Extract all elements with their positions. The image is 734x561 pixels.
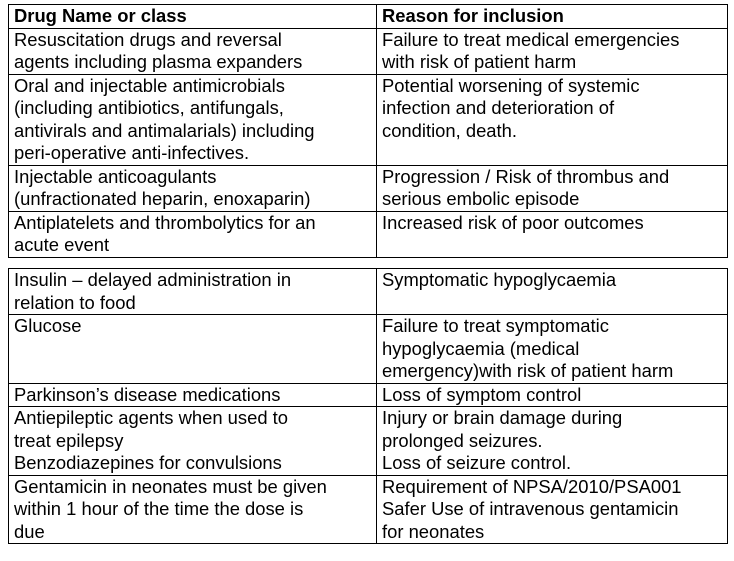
reason-cell-line: Failure to treat symptomatic (382, 315, 609, 336)
drug-cell-line: Parkinson’s disease medications (14, 383, 281, 405)
reason-cell (377, 211, 728, 257)
drug-cell-line: peri-operative anti-infectives. (14, 142, 250, 163)
header-drug-name: Drug Name or class (9, 5, 377, 29)
reason-cell-line: Loss of symptom control (382, 383, 582, 405)
drug-cell-line: agents including plasma expanders (14, 51, 303, 72)
drug-cell-line: relation to food (14, 291, 136, 313)
reason-cell (377, 383, 728, 407)
table-row (9, 383, 728, 407)
drug-cell (9, 475, 377, 544)
drug-cell (9, 74, 377, 165)
reason-cell (377, 475, 728, 544)
drug-cell-line: Glucose (14, 315, 82, 336)
reason-cell-line: serious embolic episode (382, 188, 580, 209)
reason-cell-line: Progression / Risk of thrombus and (382, 165, 670, 187)
table-header-row (9, 5, 728, 29)
drug-table-top (8, 4, 728, 258)
drug-cell-line: Benzodiazepines for convulsions (14, 452, 282, 473)
table-row (9, 211, 728, 257)
drug-cell (9, 28, 377, 74)
drug-cell-line: antivirals and antimalarials) including (14, 119, 315, 141)
reason-cell-line: Symptomatic hypoglycaemia (382, 269, 617, 290)
drug-cell-line: due (14, 520, 45, 542)
drug-cell (9, 269, 377, 315)
reason-cell (377, 74, 728, 165)
drug-cell-line: acute event (14, 234, 110, 255)
drug-cell-line: Insulin – delayed administration in (14, 269, 292, 290)
table-row (9, 315, 728, 384)
drug-cell-line: Antiplatelets and thrombolytics for an (14, 211, 316, 233)
drug-cell-line: Resuscitation drugs and reversal (14, 28, 282, 50)
drug-cell (9, 407, 377, 476)
drug-cell-line: Gentamicin in neonates must be given (14, 475, 327, 497)
reason-cell-line: for neonates (382, 520, 485, 542)
reason-cell-line: Potential worsening of systemic (382, 74, 640, 96)
drug-cell-line: Antiepileptic agents when used to (14, 407, 289, 428)
reason-cell-line: with risk of patient harm (382, 51, 577, 72)
drug-cell-line: (unfractionated heparin, enoxaparin) (14, 188, 311, 209)
reason-cell-line: Failure to treat medical emergencies (382, 28, 680, 50)
reason-cell-line: condition, death. (382, 119, 517, 141)
drug-cell-line: within 1 hour of the time the dose is (14, 498, 304, 519)
drug-cell-line: Oral and injectable antimicrobials (14, 74, 285, 96)
table-row (9, 28, 728, 74)
reason-cell (377, 407, 728, 476)
drug-cell (9, 315, 377, 384)
reason-cell-line: prolonged seizures. (382, 429, 543, 451)
reason-cell (377, 269, 728, 315)
reason-cell-line: Injury or brain damage during (382, 407, 623, 428)
reason-cell-line: Requirement of NPSA/2010/PSA001 (382, 475, 682, 497)
drug-cell-line: treat epilepsy (14, 429, 124, 451)
drug-cell (9, 211, 377, 257)
table-row (9, 165, 728, 211)
reason-cell (377, 315, 728, 384)
reason-cell (377, 28, 728, 74)
table-row (9, 407, 728, 476)
table-row (9, 475, 728, 544)
drug-cell-line: (including antibiotics, antifungals, (14, 97, 284, 118)
drug-cell (9, 165, 377, 211)
header-reason: Reason for inclusion (377, 5, 728, 29)
reason-cell (377, 165, 728, 211)
drug-table-bottom (8, 268, 728, 544)
drug-cell (9, 383, 377, 407)
table-row (9, 269, 728, 315)
drug-cell-line: Injectable anticoagulants (14, 165, 217, 187)
table-row (9, 74, 728, 165)
reason-cell-line: hypoglycaemia (medical (382, 337, 580, 359)
reason-cell-line: emergency)with risk of patient harm (382, 360, 674, 381)
reason-cell-line: Safer Use of intravenous gentamicin (382, 498, 679, 519)
reason-cell-line: infection and deterioration of (382, 97, 615, 118)
reason-cell-line: Loss of seizure control. (382, 452, 572, 473)
reason-cell-line: Increased risk of poor outcomes (382, 211, 644, 233)
